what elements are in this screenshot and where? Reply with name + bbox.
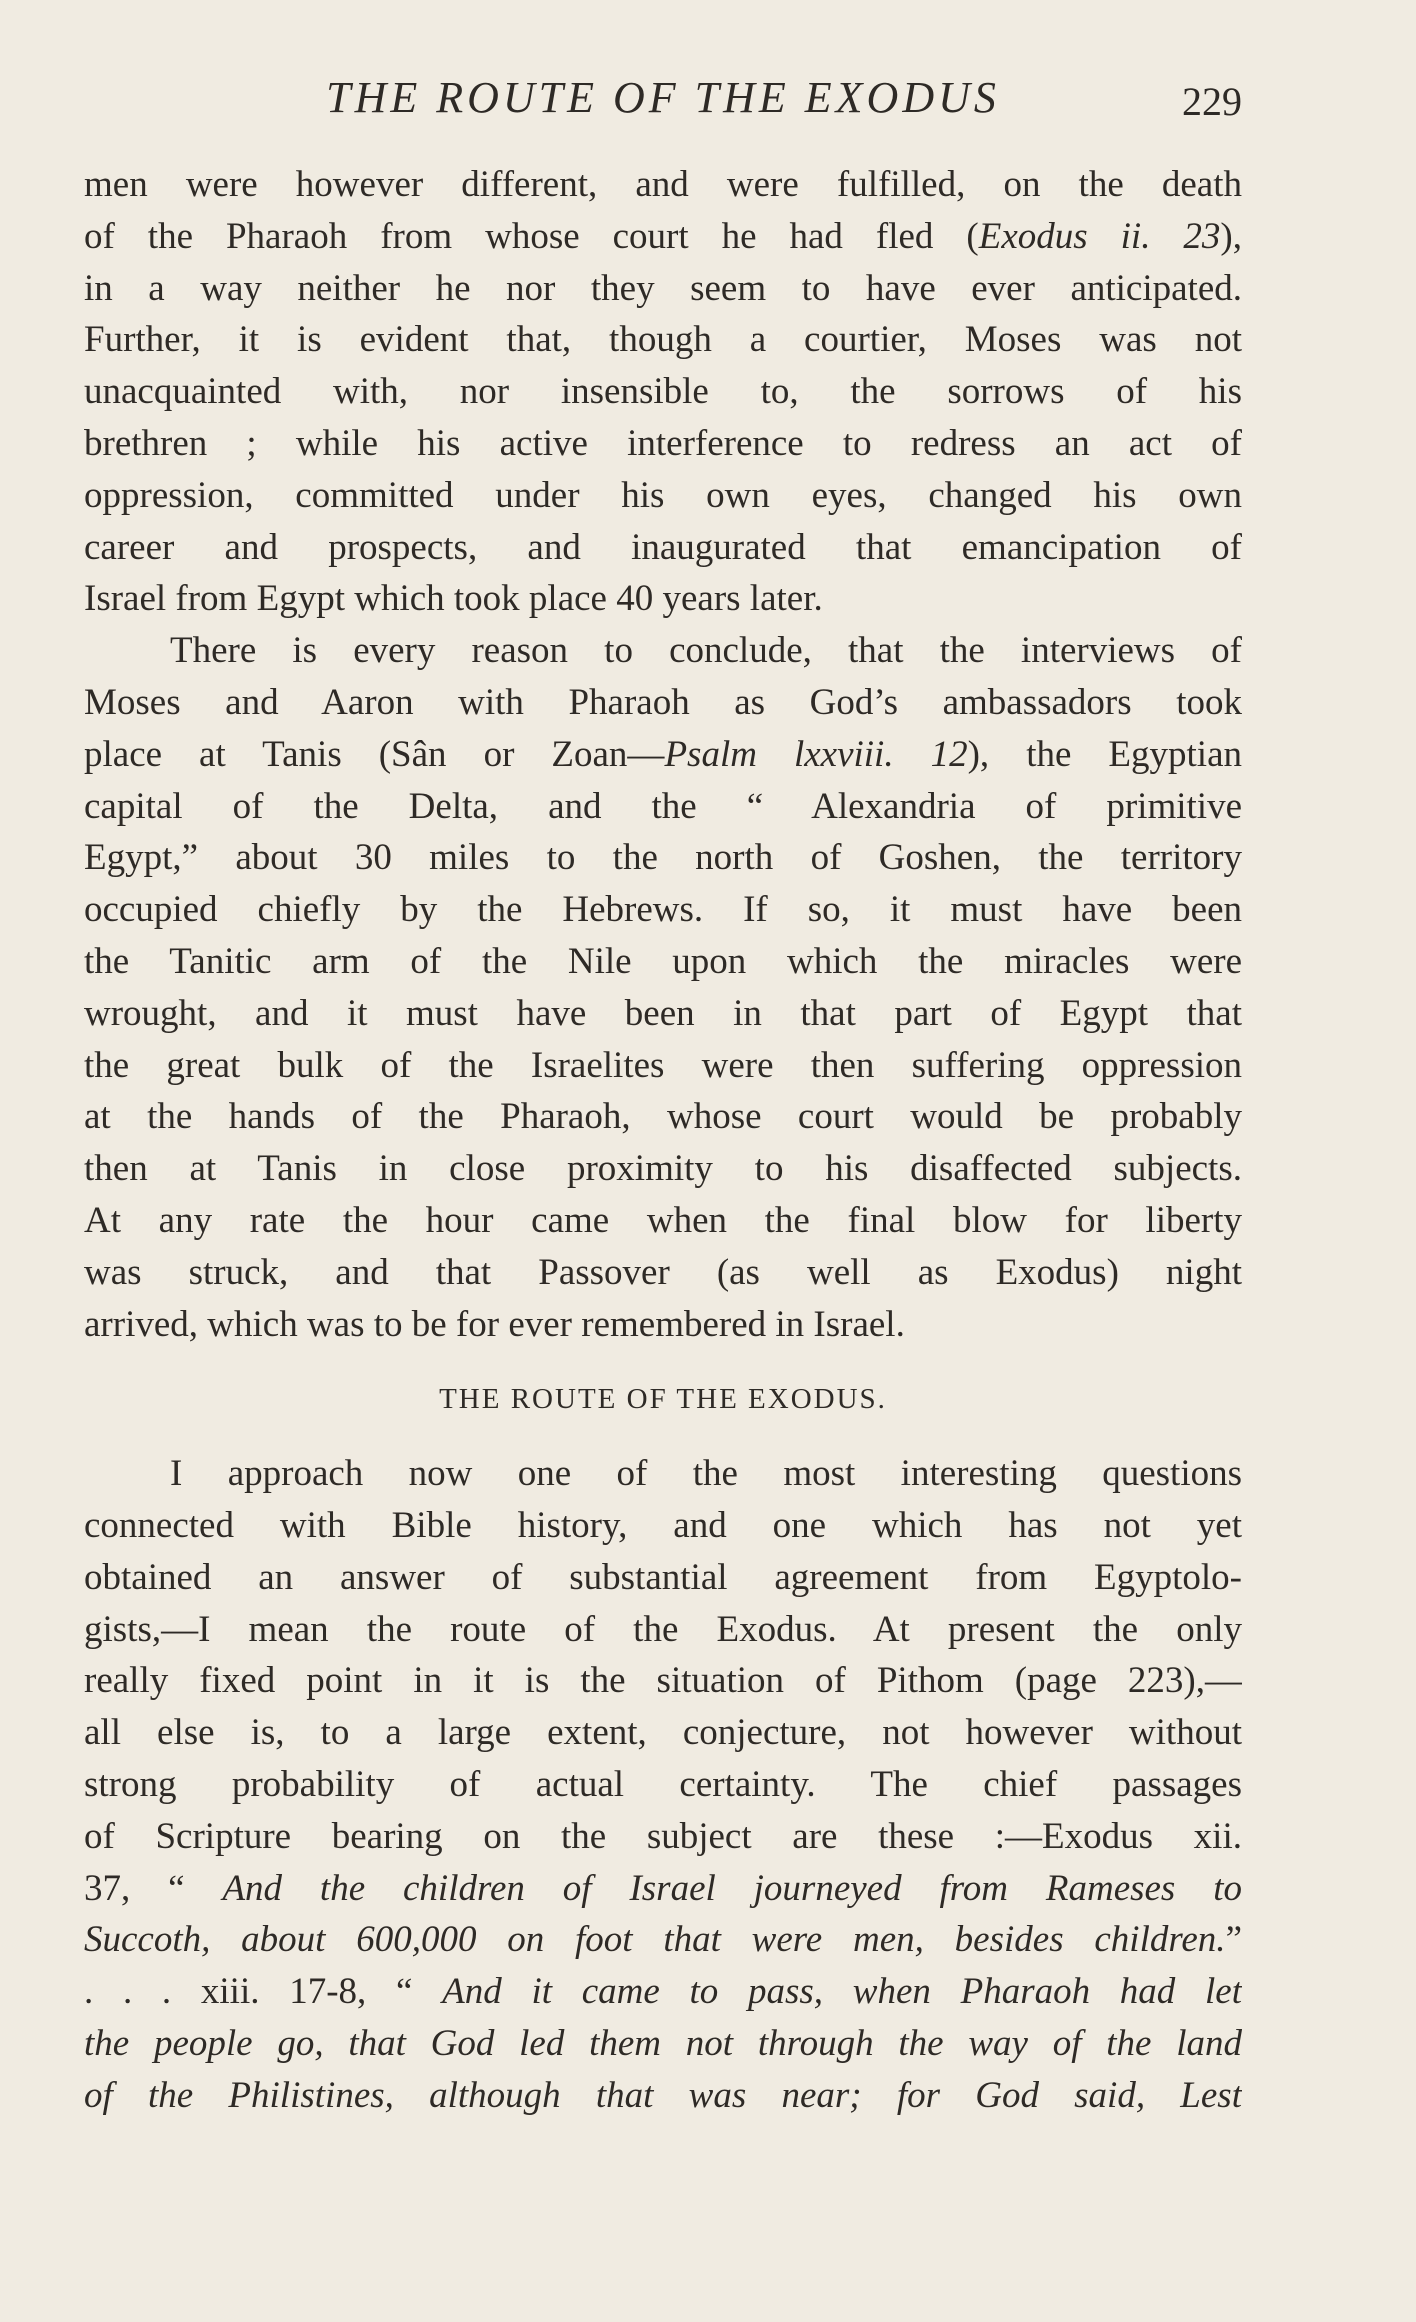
text-line: the great bulk of the Israelites were then suffering oppression <box>84 1044 1242 1086</box>
text-line: wrought, and it must have been in that part of Egypt that <box>84 992 1242 1034</box>
scripture-quote: Succoth, about 600,000 on foot that were men, besides children. <box>84 1919 1226 1961</box>
paragraph-3 <box>84 1448 1242 2121</box>
text-line: obtained an answer of substantial agreement from Egyptolo- <box>84 1556 1242 1598</box>
text-line: At any rate the hour came when the final blow for liberty <box>84 1199 1242 1241</box>
text-line: Succoth, about 600,000 on foot that were men, besides children.” <box>84 1919 1242 1961</box>
text-line: really fixed point in it is the situation of Pithom (page 223),— <box>84 1660 1242 1702</box>
text-line: place at Tanis (Sân or Zoan—Psalm lxxviii. 12), the Egyptian <box>84 733 1242 775</box>
text-line: . . . xiii. 17-8, “ And it came to pass, when Pharaoh had let <box>84 1971 1242 2013</box>
citation: Exodus ii. 23 <box>978 215 1221 257</box>
body-text <box>84 159 1242 2121</box>
text-line: of the Pharaoh from whose court he had fled (Exodus ii. 23), <box>84 215 1242 257</box>
text-line: occupied chiefly by the Hebrews. If so, it must have been <box>84 889 1242 931</box>
text-line: gists,—I mean the route of the Exodus. At present the only <box>84 1608 1242 1650</box>
text-line: Egypt,” about 30 miles to the north of Goshen, the territory <box>84 837 1242 879</box>
text-line: Further, it is evident that, though a courtier, Moses was not <box>84 319 1242 361</box>
citation: Psalm lxxviii. 12 <box>664 733 968 775</box>
text-line: in a way neither he nor they seem to have ever anticipated. <box>84 267 1242 309</box>
text-line: unacquainted with, nor insensible to, the sorrows of his <box>84 371 1242 413</box>
text-line: of Scripture bearing on the subject are these :—Exodus xii. <box>84 1815 1242 1857</box>
paragraph-2 <box>84 625 1242 1350</box>
text-line: brethren ; while his active interference to redress an act of <box>84 422 1242 464</box>
text-line: Moses and Aaron with Pharaoh as God’s ambassadors took <box>84 681 1242 723</box>
text-line: all else is, to a large extent, conjecture, not however without <box>84 1712 1242 1754</box>
text-line: 37, “ And the children of Israel journeyed from Rameses to <box>84 1867 1242 1909</box>
text-line: capital of the Delta, and the “ Alexandria of primitive <box>84 785 1242 827</box>
text-line: men were however different, and were fulfilled, on the death <box>84 164 1242 205</box>
running-title: THE ROUTE OF THE EXODUS <box>326 73 1000 122</box>
text-line: arrived, which was to be for ever remembered in Israel. <box>84 1303 905 1345</box>
text-line: connected with Bible history, and one which has not yet <box>84 1504 1242 1546</box>
text-line: was struck, and that Passover (as well as Exodus) night <box>84 1251 1242 1293</box>
text-line: career and prospects, and inaugurated that emancipation of <box>84 526 1242 568</box>
text-line: of the Philistines, although that was near; for God said, Lest <box>84 2074 1242 2116</box>
text-line: at the hands of the Pharaoh, whose court would be probably <box>84 1096 1242 1138</box>
paragraph-1 <box>84 159 1242 625</box>
page-number: 229 <box>1182 79 1242 124</box>
text-line: then at Tanis in close proximity to his disaffected subjects. <box>84 1148 1242 1190</box>
text-line: Israel from Egypt which took place 40 years later. <box>84 578 823 620</box>
text-line: strong probability of actual certainty. The chief passages <box>84 1763 1242 1805</box>
text-line: oppression, committed under his own eyes, changed his own <box>84 474 1242 516</box>
scripture-quote: And the children of Israel journeyed from Rameses to <box>222 1867 1242 1909</box>
text-line: the people go, that God led them not through the way of the land <box>84 2022 1242 2064</box>
section-heading: THE ROUTE OF THE EXODUS. <box>439 1383 887 1416</box>
text-line: I approach now one of the most interesting questions <box>170 1453 1242 1495</box>
text-line: There is every reason to conclude, that the interviews of <box>170 630 1242 672</box>
scripture-quote: And it came to pass, when Pharaoh had let <box>442 1971 1242 2013</box>
text-line: the Tanitic arm of the Nile upon which the miracles were <box>84 940 1242 982</box>
page-header <box>84 68 1242 128</box>
